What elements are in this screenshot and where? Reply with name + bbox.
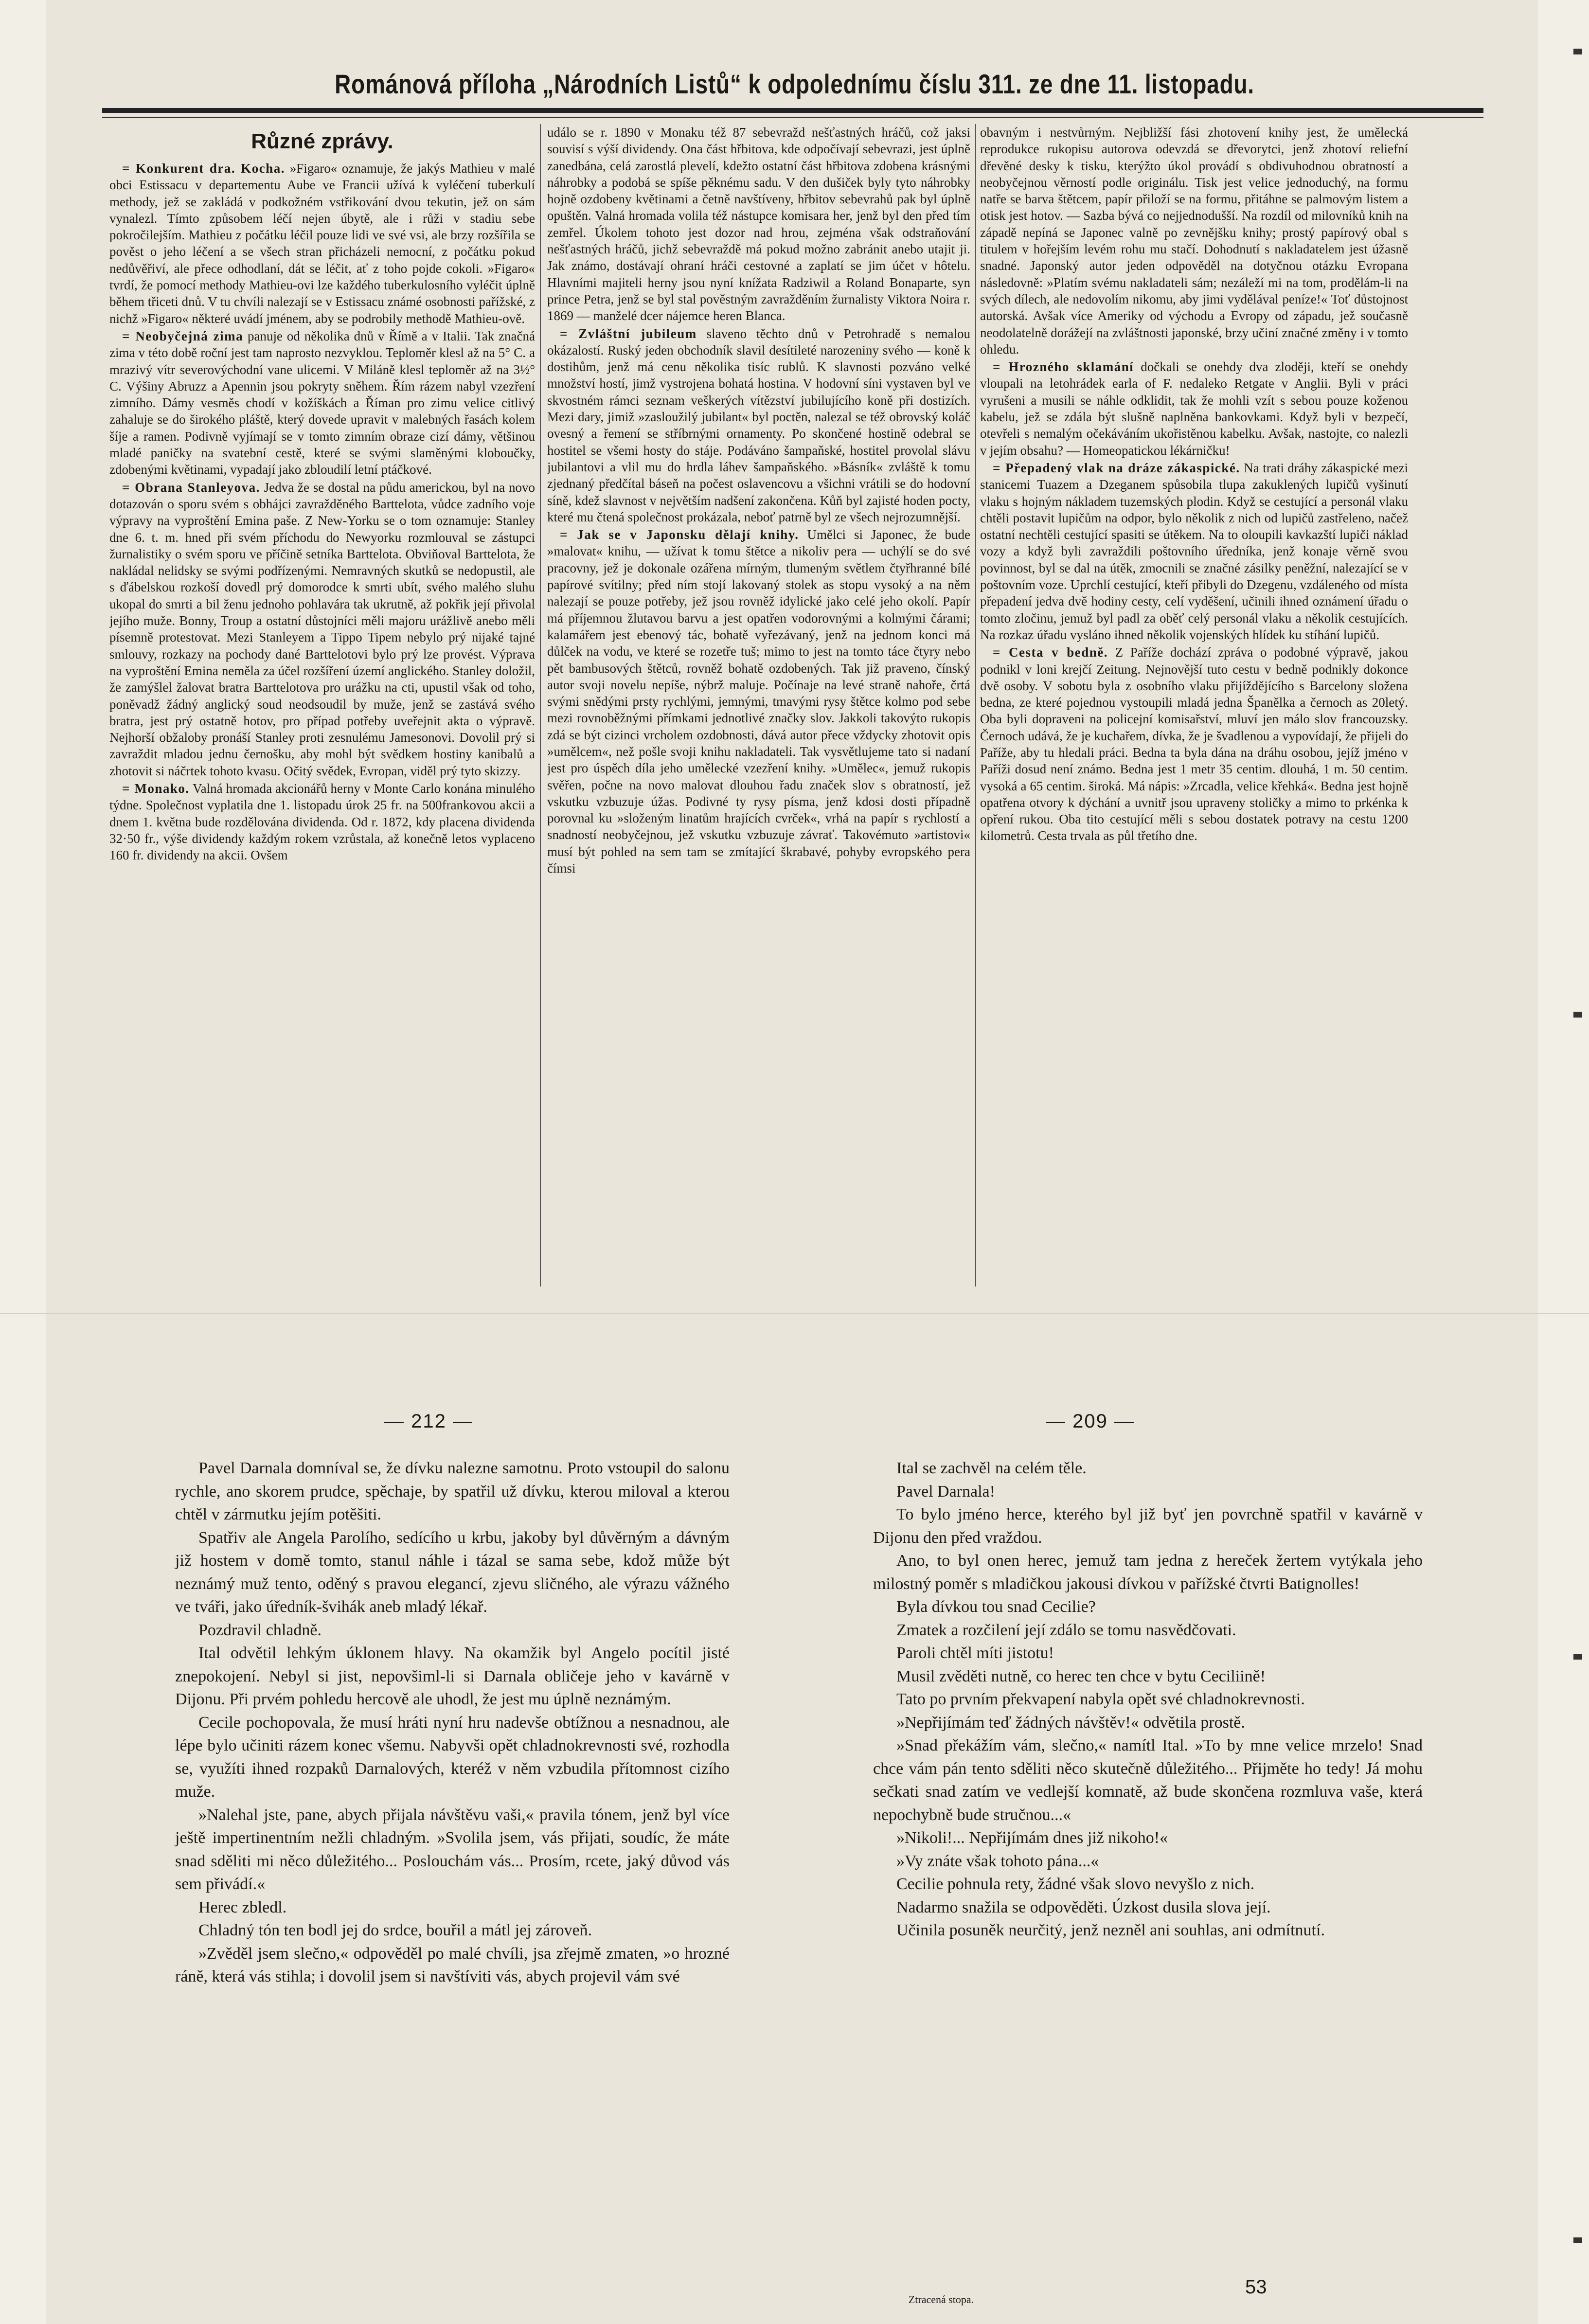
novel-paragraph: »Vy znáte však tohoto pána...« xyxy=(896,1852,1099,1870)
news-item xyxy=(547,124,970,324)
news-item-text: Na trati dráhy zákaspické mezi stanicemi Tuazem a Dzeganem spůsobila tlupa zakuklených lupičů vyšinutí vlaku s hojným nákladem tuzemských plodin. Když se cestující a personál vlaku chtěli postavit lupičům na odpor, bylo několik z nich od lupičů zastřeleno, načež ostatní nechtěli cestující spasiti se útěkem. Na to oloupili kavkazští lupiči náklad vozy a když byli zavraždili poštovního úředníka, jenž konaje věrně svou povinnost, byl se dal na útěk, zmocnili se značné zásilky peněžní, nalezající se v poštovním voze. Uprchlí cestující, kteří přibyli do Dzegenu, vzdáleného od místa přepadení jedva dvě hodiny cesty, celí vyděšení, učinili ihned oznámení úřadu o tomto zločinu, jemuž byl padl za oběť celý personál vlaku a několik cestujících. Na rozkaz úřadu vysláno ihned několik vojenských hlídek ku stíhání lupičů. xyxy=(980,460,1408,642)
news-item-headline: = Obrana Stanleyova. xyxy=(122,480,260,495)
news-item xyxy=(547,325,970,526)
binding-mark xyxy=(1573,2237,1582,2243)
novel-paragraph: Ital se zachvěl na celém těle. xyxy=(896,1459,1087,1477)
news-item-headline: = Neobyčejná zima xyxy=(122,328,244,343)
news-column-2 xyxy=(547,124,970,1287)
novel-paragraph: Učinila posuněk neurčitý, jenž nezněl ani souhlas, ani odmítnutí. xyxy=(896,1921,1325,1939)
novel-paragraph: Byla dívkou tou snad Cecilie? xyxy=(896,1598,1096,1616)
news-item-headline: = Konkurent dra. Kocha. xyxy=(122,161,286,176)
novel-paragraph: Paroli chtěl míti jistotu! xyxy=(896,1644,1054,1662)
news-item-text: obavným i nestvůrným. Nejbližší fási zhotovení knihy jest, že umělecká reprodukce rukopisu autorova odevzdá se dřevorytci, jenž zhotoví reliefní dřevěné desky k tisku, kterýžto úkol provádí s obdivuhodnou obratností a neobyčejnou věrností podle originálu. Tisk jest velice jednoduchý, na formu natře se barva štětcem, papír přiloží se na formu, přitáhne se palmovým listem a otisk jest hotov. — Sazba bývá co nejjednodušší. Na rozdíl od milovníků knih na západě nepíná se Japonec valně po zevnějšku knihy; prostý papírový obal s titulem v hořejším levém rohu mu stačí. Dohodnutí s nakladatelem jest úžasně snadné. Japonský autor jeden odpověděl na dotyčnou otázku Evropana následovně: »Platím svému nakladateli sám; nezáleží mi na tom, prodělám-li na svých dílech, ale nedovolím nikomu, aby jimi vydělával peníze!« Toť důstojnost autorská. Avšak více Ameriky od východu a Evropy od západu, jež současně neodolatelně dorážejí na zvláštnosti japonské, brzy učiní značné změny i v tomto ohledu. xyxy=(980,125,1408,357)
news-item xyxy=(547,526,970,876)
novel-paragraph: Spatřiv ale Angela Parolího, sedícího u krbu, jakoby byl důvěrným a dávným již hostem v domě tomto, stanul náhle i tázal se sama sebe, kdož může být neznámý muž tento, oděný s pravou elegancí, zjevu sličného, ale výrazu vážného ve tváři, jako úředník-švihák aneb mladý lékař. xyxy=(175,1528,730,1616)
novel-paragraph: »Zvěděl jsem slečno,« odpověděl po malé chvíli, jsa zřejmě zmaten, »o hrozné ráně, která vás stihla; i dovolil jsem si navštíviti vás, abych projevil vám své xyxy=(175,1944,730,1985)
novel-paragraph: Ano, to byl onen herec, jemuž tam jedna z hereček žertem vytýkala jeho milostný poměr s mladičkou jakousi dívkou v pařížské čtvrti Batignolles! xyxy=(873,1552,1423,1593)
novel-paragraph: Chladný tón ten bodl jej do srdce, bouřil a mátl jej zároveň. xyxy=(198,1921,592,1939)
news-item-headline: = Přepadený vlak na dráze zákaspické. xyxy=(993,460,1240,475)
news-item xyxy=(980,460,1408,643)
news-item-text: Umělci si Japonec, že bude »malovat« knihu, — užívat k tomu štětce a nikoliv pera — uchýlí se do své pracovny, jež je dokonale ozářena mírným, tlumeným světlem čtyřhranné bílé papírové svítilny; před ním stojí lakovaný stolek as stopu vysoký a na něm nalezají se pouze potřeby, jež jsou rovněž idylické jako celé jeho okolí. Papír má příjemnou žlutavou barvu a jest opatřen vodorovnými a kolmými čárami; kalamářem jest ebenový tác, bohatě vyřezávaný, jenž na jednom konci má důlček na vodu, ve které se rozetře tuš; mimo to jest na tomto táce čtyry nebo pět bambusových štětců, rovněž bohatě ozdobených. Tak již praveno, čínský autor svoji novelu nepíše, nýbrž maluje. Počínaje na levé straně nahoře, črtá svými snědými prsty rychlými, jemnými, tmavými rysy štětce kolmo pod sebe mezi rovnoběžnými přímkami jednotlivé značky slov. Jakkoli takovýto rukopis zdá se být cizinci vrcholem ozdobnosti, dává autor přece vždycky zhotovit opis »umělcem«, než pošle svoji knihu nakladateli. Tak vysvětlujeme tato si nadaní jest pro úspěch díla jeho umělecké vzezření knihy. »Umělec«, jemuž rukopis svěřen, počne na novo malovat dlouhou řadu značek slov s obratností, jež vskutku vzbuzuje úžas. Podivné ty rysy písma, jenž kdosi dosti případně porovnal ku »složeným linatům hrajících cvrček«, vrhá na papír s rychlostí a snadností neobyčejnou, jež vskutku vzbuzuje závrať. Takovémuto »artistovi« musí být pohled na sem tam se zmítající škrabavé, pohyby evropského pera čímsi xyxy=(547,527,970,876)
news-item xyxy=(980,124,1408,358)
binding-mark xyxy=(1573,49,1582,54)
novel-paragraph: Pavel Darnala! xyxy=(896,1482,995,1501)
novel-paragraph: Musil zvěděti nutně, co herec ten chce v bytu Ceciliině! xyxy=(896,1667,1266,1685)
news-item-text: dočkali se onehdy dva zloději, kteří se onehdy vloupali na letohrádek earla of F. nedaleko Retgate v Anglii. Byli v práci vyrušeni a musili se náhle odklidit, tak že mohli vzít s sebou pouze koženou kabelu, jež se zdála být slušně naplněna bankovkami. Když byli v bezpečí, otevřeli s nemalým očekáváním ukořistěnou kabelku. Avšak, nastojte, co nalezli v jejím obsahu? — Homeopatickou lékárničku! xyxy=(980,359,1408,458)
novel-paragraph: Zmatek a rozčilení její zdálo se tomu nasvědčovati. xyxy=(896,1621,1236,1639)
news-item-text: Jedva že se dostal na půdu americkou, byl na novo dotazován o sporu svém s obhájci zavražděného Barttelota, vůdce zadního voje výpravy na vyproštění Emina paše. Z New-Yorku se o tom oznamuje: Stanley dne 6. t. m. hned při svém příchodu do Newyorku rozmlouval se zástupci žurnalistiky o svém sporu ve příčině setníka Barttelota. Obviňoval Barttelota, že nakládal nelidsky se svými podřízenými. Nemravných skutků se nedopustil, ale s ďábelskou rozkoší dovedl prý domorodce k smrti ubít, svého malého sluhu ukopal do smrti a bil ženu jednoho pohlavára tak ukrutně, až pokřik její přivolal jejího muže. Bonny, Troup a ostatní důstojníci měli majoru urážlivě anebo měli písemně protestovat. Mezi Stanleyem a Tippo Tipem nebylo prý nijaké tajné smlouvy, rozkazy na pochody dané Barttelotovi bylo prý lze provést. Výprava na vyproštění Emina neměla za účel rozšíření území anglického. Stanley doložil, že zamýšlel žalovat bratra Barttelotova pro urážku na cti, upustil však od toho, poněvadž žádný anglický soud neodsoudil by muže, jenž se zastává svého bratra, jest prý ostatně hotov, pro případ potřeby uveřejnit akta o výpravě. Nejhorší obžaloby pronáší Stanley proti zesnulému Jamesonovi. Dovolil prý si zavraždit mladou jednu černošku, aby mohl být svědkem hostiny kanibalů a zhotovit si náčrtek tohoto kvasu. Očitý svědek, Evropan, viděl prý tyto skizzy. xyxy=(109,480,535,778)
novel-paragraph: To bylo jméno herce, kterého byl již byť jen povrchně spatřil v kavárně v Dijonu den před vraždou. xyxy=(873,1505,1423,1547)
page-number-right: — 209 — xyxy=(1046,1411,1135,1432)
news-item-text: Z Paříže dochází zpráva o podobné výpravě, jakou podnikl v loni krejčí Zeitung. Nejnovější tuto cestu v bedně podnikly dokonce dvě osoby. V sobotu byla z osobního vlaku přijíždějícího s Barcelony složena bedna, ze které pojednou vystoupili mladá jedna Španělka a černoch as 20letý. Oba byli dopraveni na policejní komisařství, mluví jen málo slov francouzsky. Černoch udává, že je kuchařem, dívka, že je švadlenou a vypovídají, že přijeli do Paříže, aby tu hledali práci. Bedna ta byla dána na dráhu osobou, jejíž jméno v Paříži dosud není známo. Bedna jest 1 metr 35 centim. dlouhá, 1 m. 50 centim. vysoká a 65 centim. široká. Má nápis: »Zrcadla, velice křehká«. Bedna jest hojně opatřena otvory k dýchání a uvnitř jsou upraveny stoličky a mimo to prkénka k opření rukou. Oba tito cestující měli s sebou dostatek potravy na cestu 1200 kilometrů. Cesta trvala as půl třetího dne. xyxy=(980,645,1408,843)
serial-title: Ztracená stopa. xyxy=(908,2293,974,2306)
novel-paragraph: »Snad překážím vám, slečno,« namítl Ital. »To by mne velice mrzelo! Snad chce vám pán tento sděliti něco skutečně důležitého... Přijměte ho tedy! Já mohu sečkati snad zatím ve vedlejší komnatě, až bude skončena rozmluva vaše, která nepochybně bude stručnou...« xyxy=(873,1736,1423,1824)
novel-paragraph: Nadarmo snažila se odpověděti. Úzkost dusila slova její. xyxy=(896,1898,1271,1916)
news-item-headline: = Cesta v bedně. xyxy=(993,645,1108,660)
masthead: Románová příloha „Národních Listů“ k odpolednímu číslu 311. ze dne 11. listopadu. xyxy=(335,69,1254,99)
serial-page-number: 53 xyxy=(1245,2276,1267,2298)
novel-paragraph: »Nepřijímám teď žádných návštěv!« odvětila prostě. xyxy=(896,1713,1245,1732)
news-column-1 xyxy=(109,124,535,1287)
news-item-text: slaveno těchto dnů v Petrohradě s nemalou okázalostí. Ruský jeden obchodník slavil desítileté narozeniny svého — koně k dostihům, jenž má cenu několika tisíc rublů. K slavnosti pozváno velké množství hostí, jimž vystrojena bohatá hostina. V hodovní síni vystaven byl ve skvostném rámci seznam veškerých vítězství jubilujícího koně při dostizích. Mezi dary, jimiž »zasloužilý jubilant« byl poctěn, nalezal se též obrovský koláč ovesný a řemení se stříbrnými ornamenty. Po skončené hostině odebral se hostitel se všemi hosty do stáje. Podáváno šampaňské, hostitel provolal slávu jubilantovi a vlil mu do hrdla láhev šampaňského. »Básník« zvláště k tomu zjednaný předčítal báseň na počest oslavencovu a všichni vrátili se do hodovní síně, kdež slavnost v největším nadšení zakončena. Kůň byl zajisté hoden pocty, které mu čtená společnost prokázala, neboť patrně byl ze všech nejrozumnější. xyxy=(547,326,970,524)
novel-paragraph: Ital odvětil lehkým úklonem hlavy. Na okamžik byl Angelo pocítil jisté znepokojení. Nebyl si jist, nepovšiml-li si Darnala obličeje jeho v kavárně v Dijonu. Při prvém pohledu hercově ale uhodl, že jest mu úplně neznámým. xyxy=(175,1644,730,1708)
column-divider xyxy=(975,124,976,1287)
novel-paragraph: Herec zbledl. xyxy=(198,1898,287,1916)
news-item-headline: = Jak se v Japonsku dělají knihy. xyxy=(560,527,799,542)
novel-paragraph: Cecilie pohnula rety, žádné však slovo nevyšlo z nich. xyxy=(896,1875,1255,1893)
novel-paragraph: »Nalehal jste, pane, abych přijala návštěvu vaši,« pravila tónem, jenž byl více ještě impertinentním nežli chladným. »Svolila jsem, vás přijati, soudíc, že máte snad sděliti mi něco důležitého... Poslouchám vás... Prosím, rcete, jaký důvod vás sem přivádí.« xyxy=(175,1806,730,1893)
news-item-text: »Figaro« oznamuje, že jakýs Mathieu v malé obci Estissacu v departementu Aube ve Francii užívá k vyléčení tuberkulí methody, jež se zakládá v podkožném vstřikování dvou tekutin, jež on sám vynalezl. Tímto způsobem léčí nejen úbytě, ale i růži v stadiu sebe pokročilejším. Mathieu z počátku léčil pouze lidi ve své vsi, ale brzy rozšířila se pověst o jeho léčení a se všech stran přicházeli nemocní, z počátku pokud nedůvěřiví, ale přece odhodlaní, dát se léčit, ať z toho pojde cokoli. »Figaro« tvrdí, že pomocí methody Mathieu-ovi lze každého tuberkulosního vyléčit úplně během třiceti dnů. V tu chvíli nalezají se v Estissacu známé osobnosti pařížské, z nichž »Figaro« některé uvádí jménem, aby se podrobily methodě Mathieu-ově. xyxy=(109,161,535,326)
novel-paragraph: Tato po prvním překvapení nabyla opět své chladnokrevnosti. xyxy=(896,1690,1305,1708)
binding-mark xyxy=(1573,1012,1582,1018)
news-item-text: událo se r. 1890 v Monaku též 87 sebevražd nešťastných hráčů, což jaksi souvisí s výší dividendy. Ona část hřbitova, kde odpočívají sebevrazi, jest úplně zanedbána, celá zarostlá plevelí, kdežto ostatní část hřbitova zdobena krásnými náhrobky a podobá se spíše pěknému sadu. V den dušiček byly tyto náhrobky hojně ozdobeny květinami a četně navštíveny, hřbitov sebevrahů pak byl úplně opuštěn. Valná hromada volila též nástupce komisara her, jenž byl den před tím zemřel. Úkolem tohoto jest dozor nad hrou, zejména však odstraňování nešťastných hráčů, jichž sebevraždě má pokud možno zabránit anebo utajit ji. Jak známo, dostávají ohraní hráči cestovné a zaplatí se jim účet v hôtelu. Hlavními majiteli herny jsou nyní knížata Radziwil a Roland Bonaparte, syn prince Petra, jenž se byl stal pověstným zavražděním žurnalisty Viktora Noira r. 1869 — manželé dcer nájemce heren Blanca. xyxy=(547,125,970,323)
news-item xyxy=(109,328,535,478)
page-edge-left xyxy=(0,0,46,2324)
news-item-headline: = Zvláštní jubileum xyxy=(560,326,697,341)
novel-paragraph: Pozdravil chladně. xyxy=(198,1621,322,1639)
novel-paragraph: Cecile pochopovala, že musí hráti nyní hru nadevše obtížnou a nesnadnou, ale lépe bylo učiniti rázem konec všemu. Nabyvši opět chladnokrevnosti své, rozhodla se, využíti ihned rozpaků Darnalových, kteréž v něm vzbudila přítomnost cizího muže. xyxy=(175,1713,730,1801)
news-item xyxy=(109,160,535,327)
news-item xyxy=(980,358,1408,459)
section-title: Různé zprávy. xyxy=(251,129,393,153)
novel-paragraph: »Nikoli!... Nepřijímám dnes již nikoho!« xyxy=(896,1829,1168,1847)
news-column-3 xyxy=(980,124,1408,1287)
novel-column-right xyxy=(873,1457,1423,1942)
news-item-text: panuje od několika dnů v Římě a v Italii. Tak značná zima v této době roční jest tam naprosto nezvyklou. Teploměr klesl až na 5° C. a mrazivý vítr severovýchodní vane ulicemi. V Miláně klesl teploměr až na 3½° C. Výšiny Abruzz a Apennin jsou pokryty sněhem. Řím rázem nabyl vzezření zimního. Dámy vesměs chodí v kožíškách a Říman pro zimu velice citlivý zahaluje se do širokého pláště, který dovede upravit v malebných řasách kolem šíje a ramen. Podivně vyjímají se v tomto zimním obraze cizí dámy, většinou mladé paničky na svatební cestě, které se svými slaměnými kloboučky, zdobenými květinami, vypadají jako zbloudilí letní ptáčkové. xyxy=(109,328,535,477)
news-item xyxy=(980,644,1408,844)
novel-paragraph: Pavel Darnala domníval se, že dívku nalezne samotnu. Proto vstoupil do salonu rychle, ano skorem prudce, spěchaje, by spatřil už dívku, kterou miloval a kterou chtěl v zármutku jejím potěšiti. xyxy=(175,1459,730,1523)
news-item-text: Valná hromada akcionářů herny v Monte Carlo konána minulého týdne. Společnost vyplatila dne 1. listopadu úrok 25 fr. na 500frankovou akcii a dnem 1. května bude rozdělována dividenda. Od r. 1872, kdy placena dividenda 32·50 fr., výše dividendy každým rokem vzrůstala, až konečně letos vyplaceno 160 fr. dividendy na akcii. Ovšem xyxy=(109,781,535,863)
masthead-rule xyxy=(102,108,1483,113)
novel-column-left xyxy=(175,1457,730,1988)
masthead-rule-thin xyxy=(102,117,1483,118)
news-item xyxy=(109,479,535,779)
binding-mark xyxy=(1573,1654,1582,1660)
column-divider xyxy=(540,124,541,1287)
news-item-headline: = Hrozného sklamání xyxy=(993,359,1134,375)
news-item-headline: = Monako. xyxy=(122,781,190,796)
page-edge-right xyxy=(1538,0,1589,2324)
page-number-left: — 212 — xyxy=(384,1411,473,1432)
news-item xyxy=(109,780,535,863)
page-fold xyxy=(0,1313,1589,1314)
